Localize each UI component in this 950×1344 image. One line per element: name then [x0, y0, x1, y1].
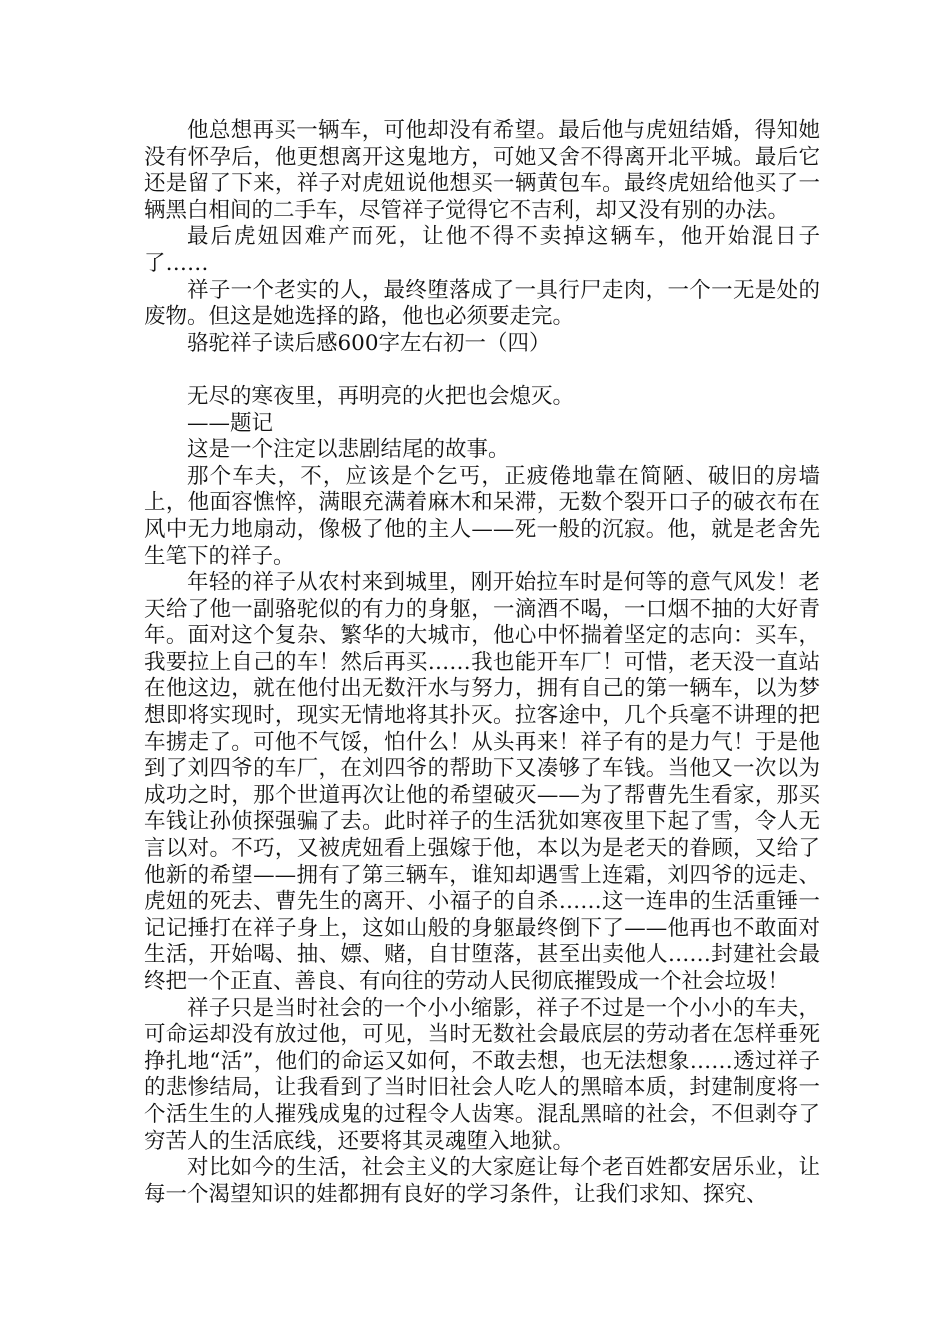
epigraph: 无尽的寒夜里，再明亮的火把也会熄灭。 [187, 383, 575, 409]
paragraph-1: 他总想再买一辆车，可他却没有希望。最后他与虎妞结婚，得知她没有怀孕后，他更想离开这鬼地方，可她又舍不得离开北平城。最后它还是留了下来，祥子对虎妞说他想买一辆黄包车。最终虎妞给他买了一辆黑白相间的二手车，尽管祥子觉得它不吉利，却又没有别的办法。 [144, 118, 820, 223]
paragraph-2: 最后虎妞因难产而死，让他不得不卖掉这辆车，他开始混日子了…… [144, 224, 820, 276]
paragraph-5: 那个车夫，不，应该是个乞丐，正疲倦地靠在简陋、破旧的房墙上，他面容憔悴，满眼充满着麻木和呆滞，无数个裂开口子的破衣布在风中无力地扇动，像极了他的主人——死一般的沉寂。他，就是老舍先生笔下的祥子。 [144, 463, 820, 569]
blank-line [144, 357, 820, 384]
section-heading: 骆驼祥子读后感600字左右初一（四） [187, 330, 551, 356]
paragraph-8: 对比如今的生活，社会主义的大家庭让每个老百姓都安居乐业，让每一个渴望知识的娃都拥有良好的学习条件，让我们求知、探究、 [144, 1155, 820, 1207]
document-page [144, 118, 820, 1208]
paragraph-7: 祥子只是当时社会的一个小小缩影，祥子不过是一个小小的车夫，可命运却没有放过他，可见，当时无数社会最底层的劳动者在怎样垂死挣扎地“活”，他们的命运又如何，不敢去想，也无法想象……透过祥子的悲惨结局，让我看到了当时旧社会人吃人的黑暗本质，封建制度将一个活生生的人摧残成鬼的过程令人齿寒。混乱黑暗的社会，不但剥夺了穷苦人的生活底线，还要将其灵魂堕入地狱。 [144, 995, 820, 1154]
paragraph-4: 这是一个注定以悲剧结尾的故事。 [187, 437, 510, 463]
paragraph-3: 祥子一个老实的人，最终堕落成了一具行尸走肉，一个一无是处的废物。但这是她选择的路，他也必须要走完。 [144, 277, 820, 330]
epigraph-attribution: ——题记 [187, 410, 274, 436]
paragraph-6: 年轻的祥子从农村来到城里，刚开始拉车时是何等的意气风发！老天给了他一副骆驼似的有力的身躯，一滴酒不喝，一口烟不抽的大好青年。面对这个复杂、繁华的大城市，他心中怀揣着坚定的志向：买车，我要拉上自己的车！然后再买……我也能开车厂！可惜，老天没一直站在他这边，就在他付出无数汗水与努力，拥有自己的第一辆车，以为梦想即将实现时，现实无情地将其扑灭。拉客途中，几个兵毫不讲理的把车掳走了。可他不气馁，怕什么！从头再来！祥子有的是力气！于是他到了刘四爷的车厂，在刘四爷的帮助下又凑够了车钱。当他又一次以为成功之时，那个世道再次让他的希望破灭——为了帮曹先生看家，那买车钱让孙侦探强骗了去。此时祥子的生活犹如寒夜里下起了雪，令人无言以对。不巧，又被虎妞看上强嫁于他，本以为是老天的眷顾，又给了他新的希望——拥有了第三辆车，谁知却遇雪上连霜，刘四爷的远走、虎妞的死去、曹先生的离开、小福子的自杀……这一连串的生活重锤一记记捶打在祥子身上，这如山般的身躯最终倒下了——他再也不敢面对生活，开始喝、抽、嫖、赌，自甘堕落，甚至出卖他人……封建社会最终把一个正直、善良、有向往的劳动人民彻底摧毁成一个社会垃圾！ [144, 570, 820, 994]
